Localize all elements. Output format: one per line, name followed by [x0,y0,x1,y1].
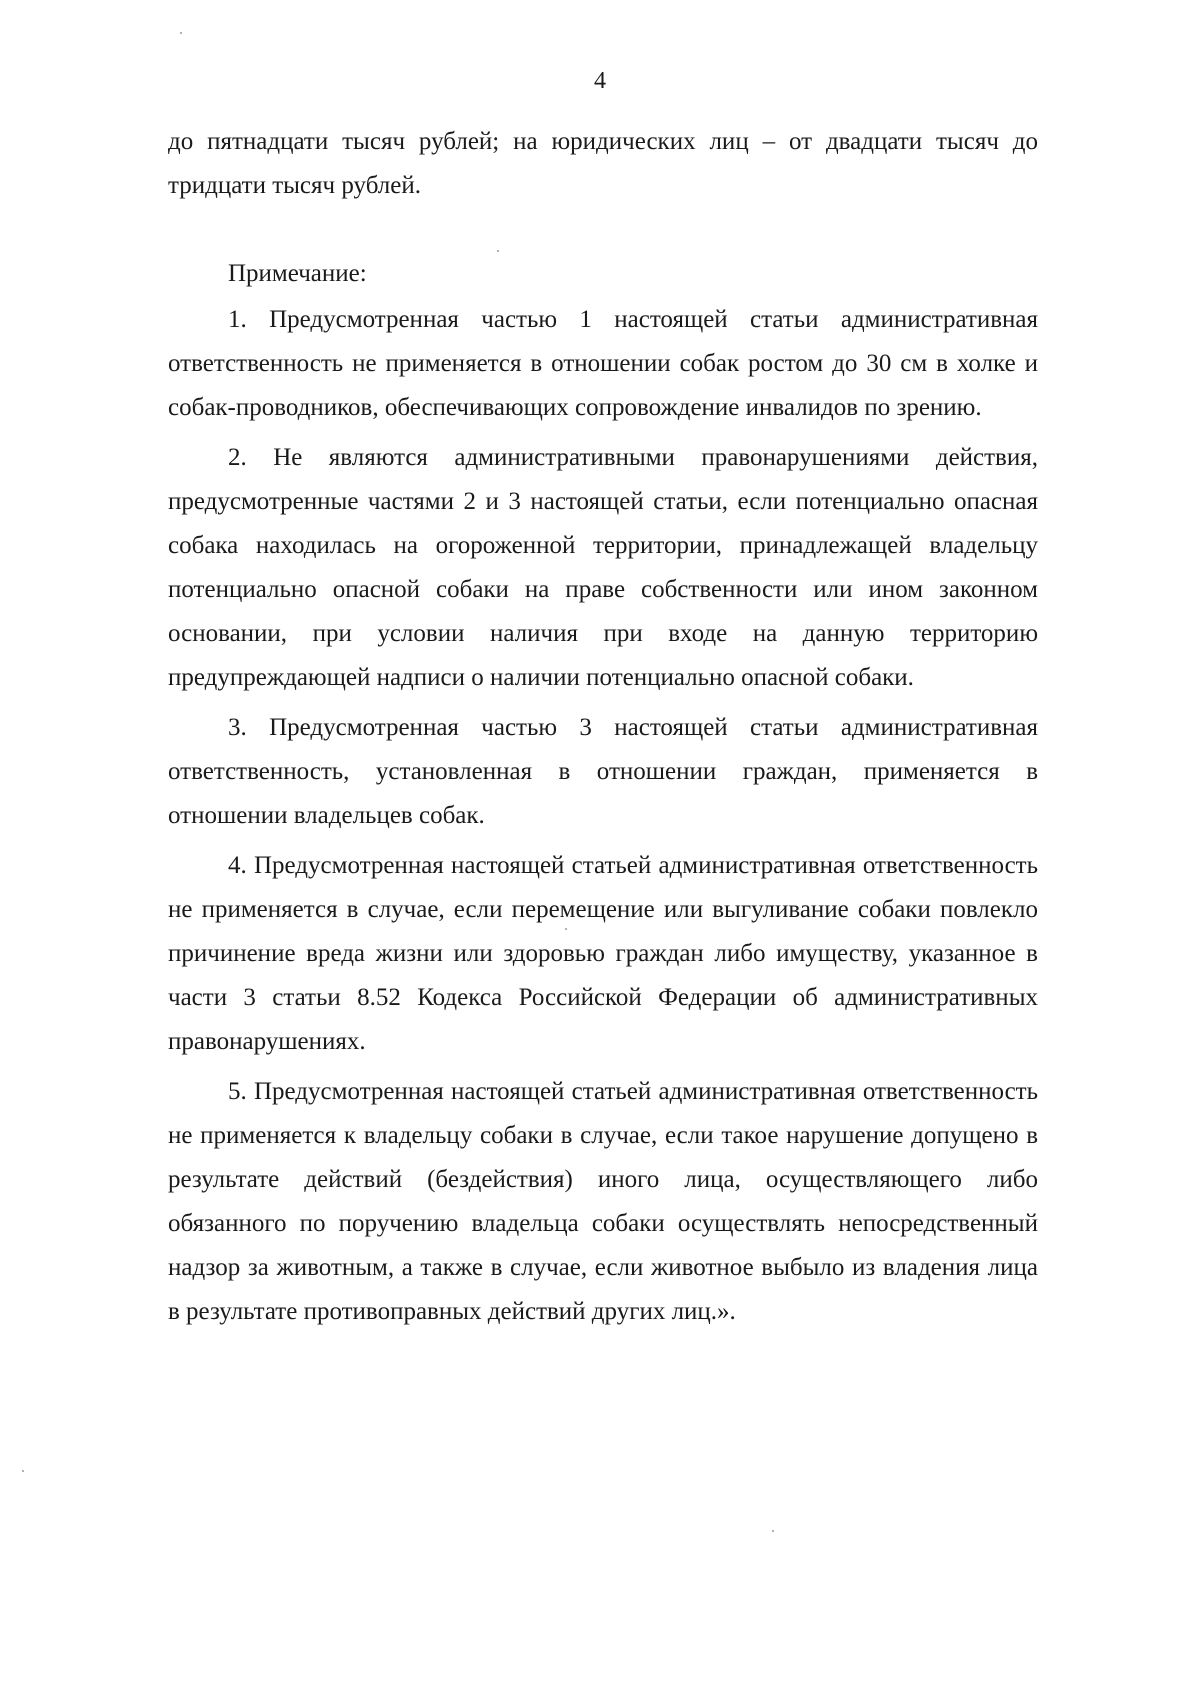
notes-section [168,252,1038,1340]
scan-speck [497,250,499,252]
note-item-2: 2. Не являются административными правонарушениями действия, предусмотренные частями 2 и 3 настоящей статьи, если потенциально опасная собака находилась на огороженной территории, принадлежащей владельцу потенциально опасной собаки на праве собственности или ином законном основании, при условии наличия при входе на данную территорию предупреждающей надписи о наличии потенциально опасной собаки. [168,444,1038,691]
scan-speck [565,928,567,930]
scan-speck [772,1530,774,1532]
note-item-5: 5. Предусмотренная настоящей статьей административная ответственность не применяется к владельцу собаки в случае, если такое нарушение допущено в результате действий (бездействия) иного лица, осуществляющего либо обязанного по поручению владельца собаки осуществлять непосредственный надзор за животным, а также в случае, если животное выбыло из владения лица в результате противоправных действий других лиц.». [168,1078,1038,1325]
note-item-3: 3. Предусмотренная частью 3 настоящей статьи административная ответственность, установленная в отношении граждан, применяется в отношении владельцев собак. [168,714,1038,829]
note-item-1: 1. Предусмотренная частью 1 настоящей статьи административная ответственность не применяется в отношении собак ростом до 30 см в холке и собак-проводников, обеспечивающих сопровождение инвалидов по зрению. [168,306,1038,421]
page-number: 4 [594,68,606,94]
note-item-4: 4. Предусмотренная настоящей статьей административная ответственность не применяется в случае, если перемещение или выгуливание собаки повлекло причинение вреда жизни или здоровью граждан либо имуществу, указанное в части 3 статьи 8.52 Кодекса Российской Федерации об административных правонарушениях. [168,852,1038,1055]
scan-speck [22,1470,24,1472]
scan-speck [180,32,182,34]
intro-paragraph-block [168,120,1038,208]
intro-paragraph: до пятнадцати тысяч рублей; на юридических лиц – от двадцати тысяч до тридцати тысяч рублей. [168,128,1038,199]
note-title: Примечание: [228,260,367,287]
